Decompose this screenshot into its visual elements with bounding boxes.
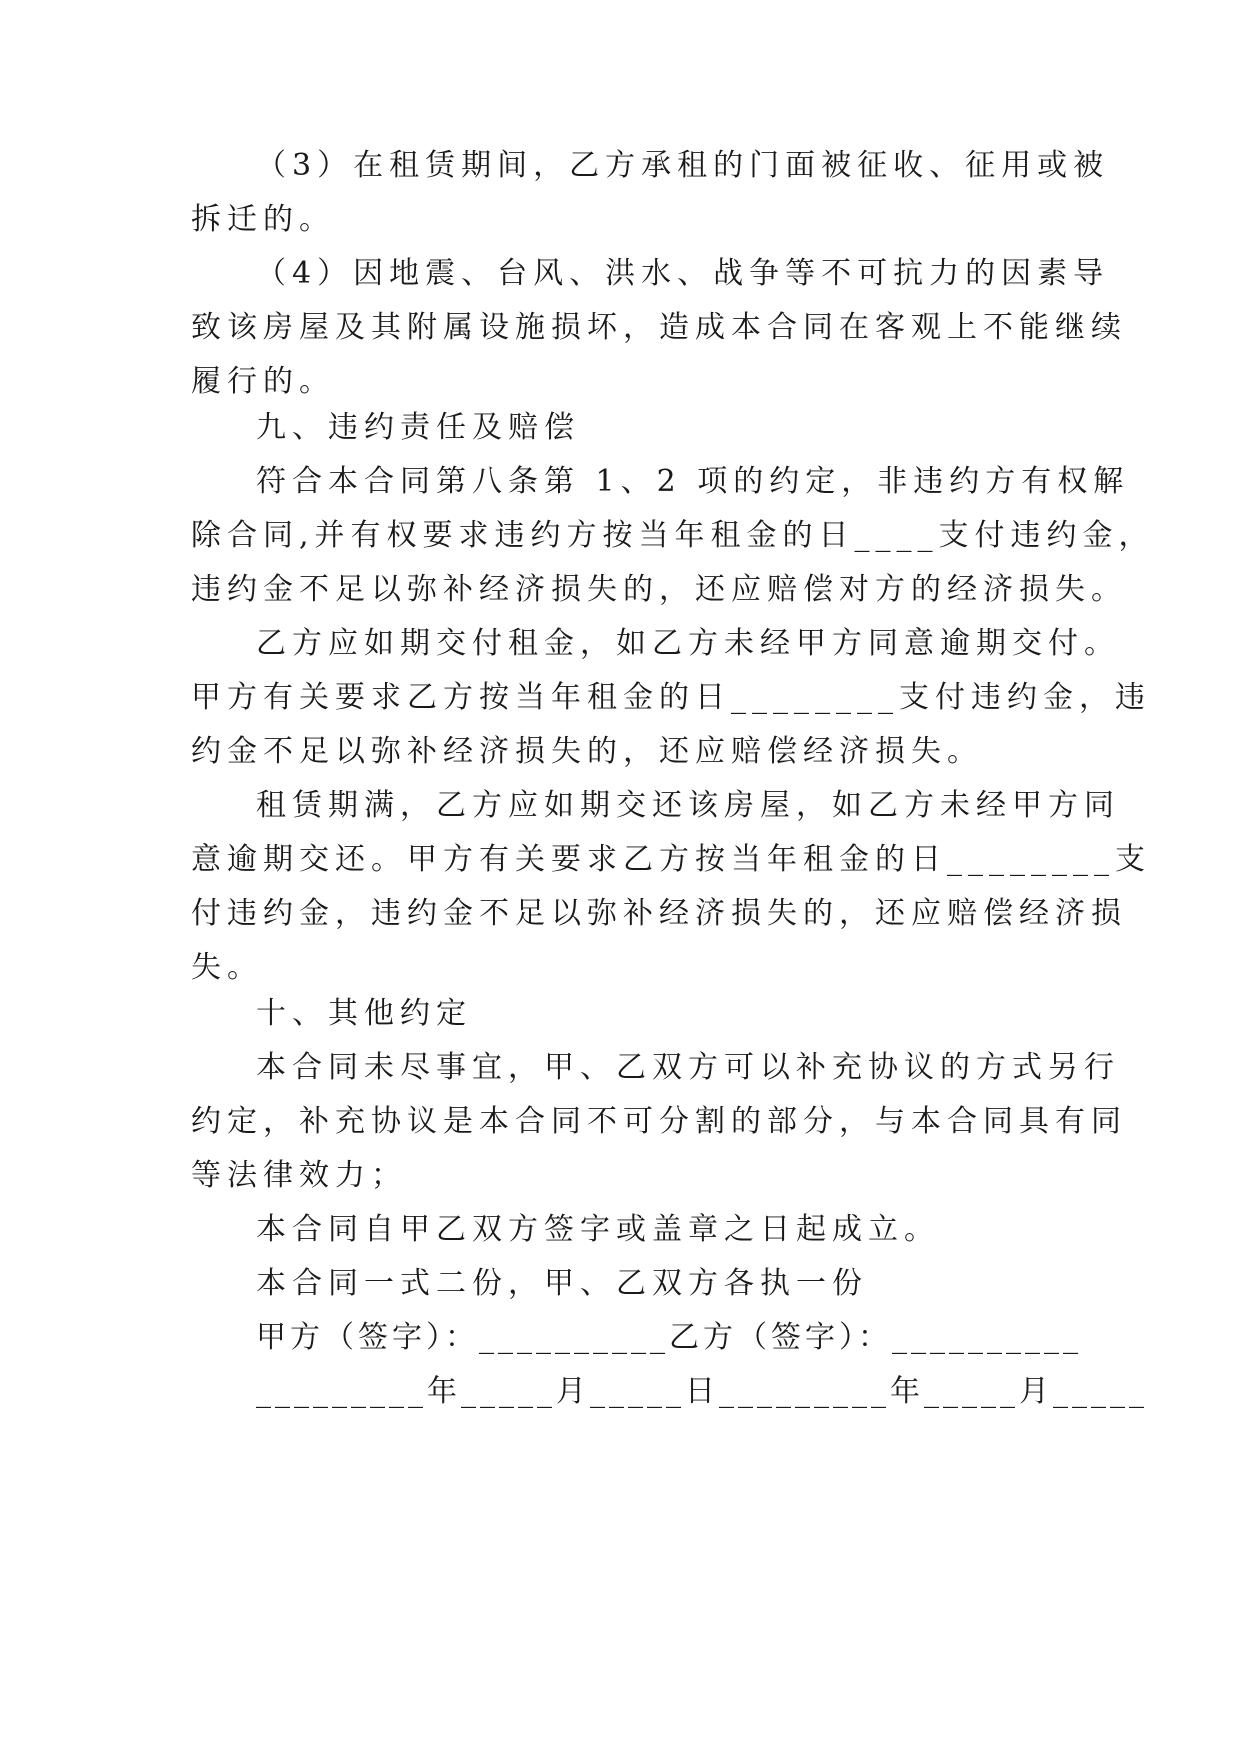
section-10-para-1-line-3: 等法律效力； bbox=[191, 1158, 407, 1193]
section-9-para-2-line-1: 乙方应如期交付租金，如乙方未经甲方同意逾期交付。 bbox=[256, 626, 1120, 661]
section-9-para-1-line-1: 符合本合同第八条第 1、2 项的约定，非违约方有权解 bbox=[256, 464, 1130, 499]
clause-8-3-line-2: 拆迁的。 bbox=[191, 202, 335, 237]
section-9-para-1-line-2: 除合同,并有权要求违约方按当年租金的日____支付违约金， bbox=[191, 518, 1155, 553]
section-10-para-3: 本合同一式二份，甲、乙双方各执一份 bbox=[256, 1266, 868, 1301]
section-10-para-2: 本合同自甲乙双方签字或盖章之日起成立。 bbox=[256, 1212, 940, 1247]
section-10-para-1-line-2: 约定，补充协议是本合同不可分割的部分，与本合同具有同 bbox=[191, 1104, 1127, 1139]
clause-8-4-line-2: 致该房屋及其附属设施损坏，造成本合同在客观上不能继续 bbox=[191, 310, 1127, 345]
section-9-para-3-line-1: 租赁期满，乙方应如期交还该房屋，如乙方未经甲方同 bbox=[256, 788, 1120, 823]
section-9-para-2-line-3: 约金不足以弥补经济损失的，还应赔偿经济损失。 bbox=[191, 734, 983, 769]
section-9-heading: 九、违约责任及赔偿 bbox=[256, 410, 580, 445]
clause-8-4-line-1: （4）因地震、台风、洪水、战争等不可抗力的因素导 bbox=[256, 256, 1110, 291]
clause-8-3-line-1: （3）在租赁期间，乙方承租的门面被征收、征用或被 bbox=[256, 148, 1110, 183]
section-10-para-1-line-1: 本合同未尽事宜，甲、乙双方可以补充协议的方式另行 bbox=[256, 1050, 1120, 1085]
section-9-para-3-line-4: 失。 bbox=[191, 950, 263, 985]
clause-8-4-line-3: 履行的。 bbox=[191, 364, 335, 399]
section-9-para-3-line-3: 付违约金，违约金不足以弥补经济损失的，还应赔偿经济损 bbox=[191, 896, 1127, 931]
section-9-para-2-line-2: 甲方有关要求乙方按当年租金的日________支付违约金，违 bbox=[191, 680, 1151, 715]
section-9-para-1-line-3: 违约金不足以弥补经济损失的，还应赔偿对方的经济损失。 bbox=[191, 572, 1127, 607]
section-9-para-3-line-2: 意逾期交还。甲方有关要求乙方按当年租金的日________支 bbox=[191, 842, 1151, 877]
signature-line: 甲方（签字）：__________乙方（签字）：__________ bbox=[256, 1320, 1082, 1355]
section-10-heading: 十、其他约定 bbox=[256, 996, 472, 1031]
date-line: _________年_____月_____日_________年_____月_____ bbox=[256, 1374, 1148, 1409]
